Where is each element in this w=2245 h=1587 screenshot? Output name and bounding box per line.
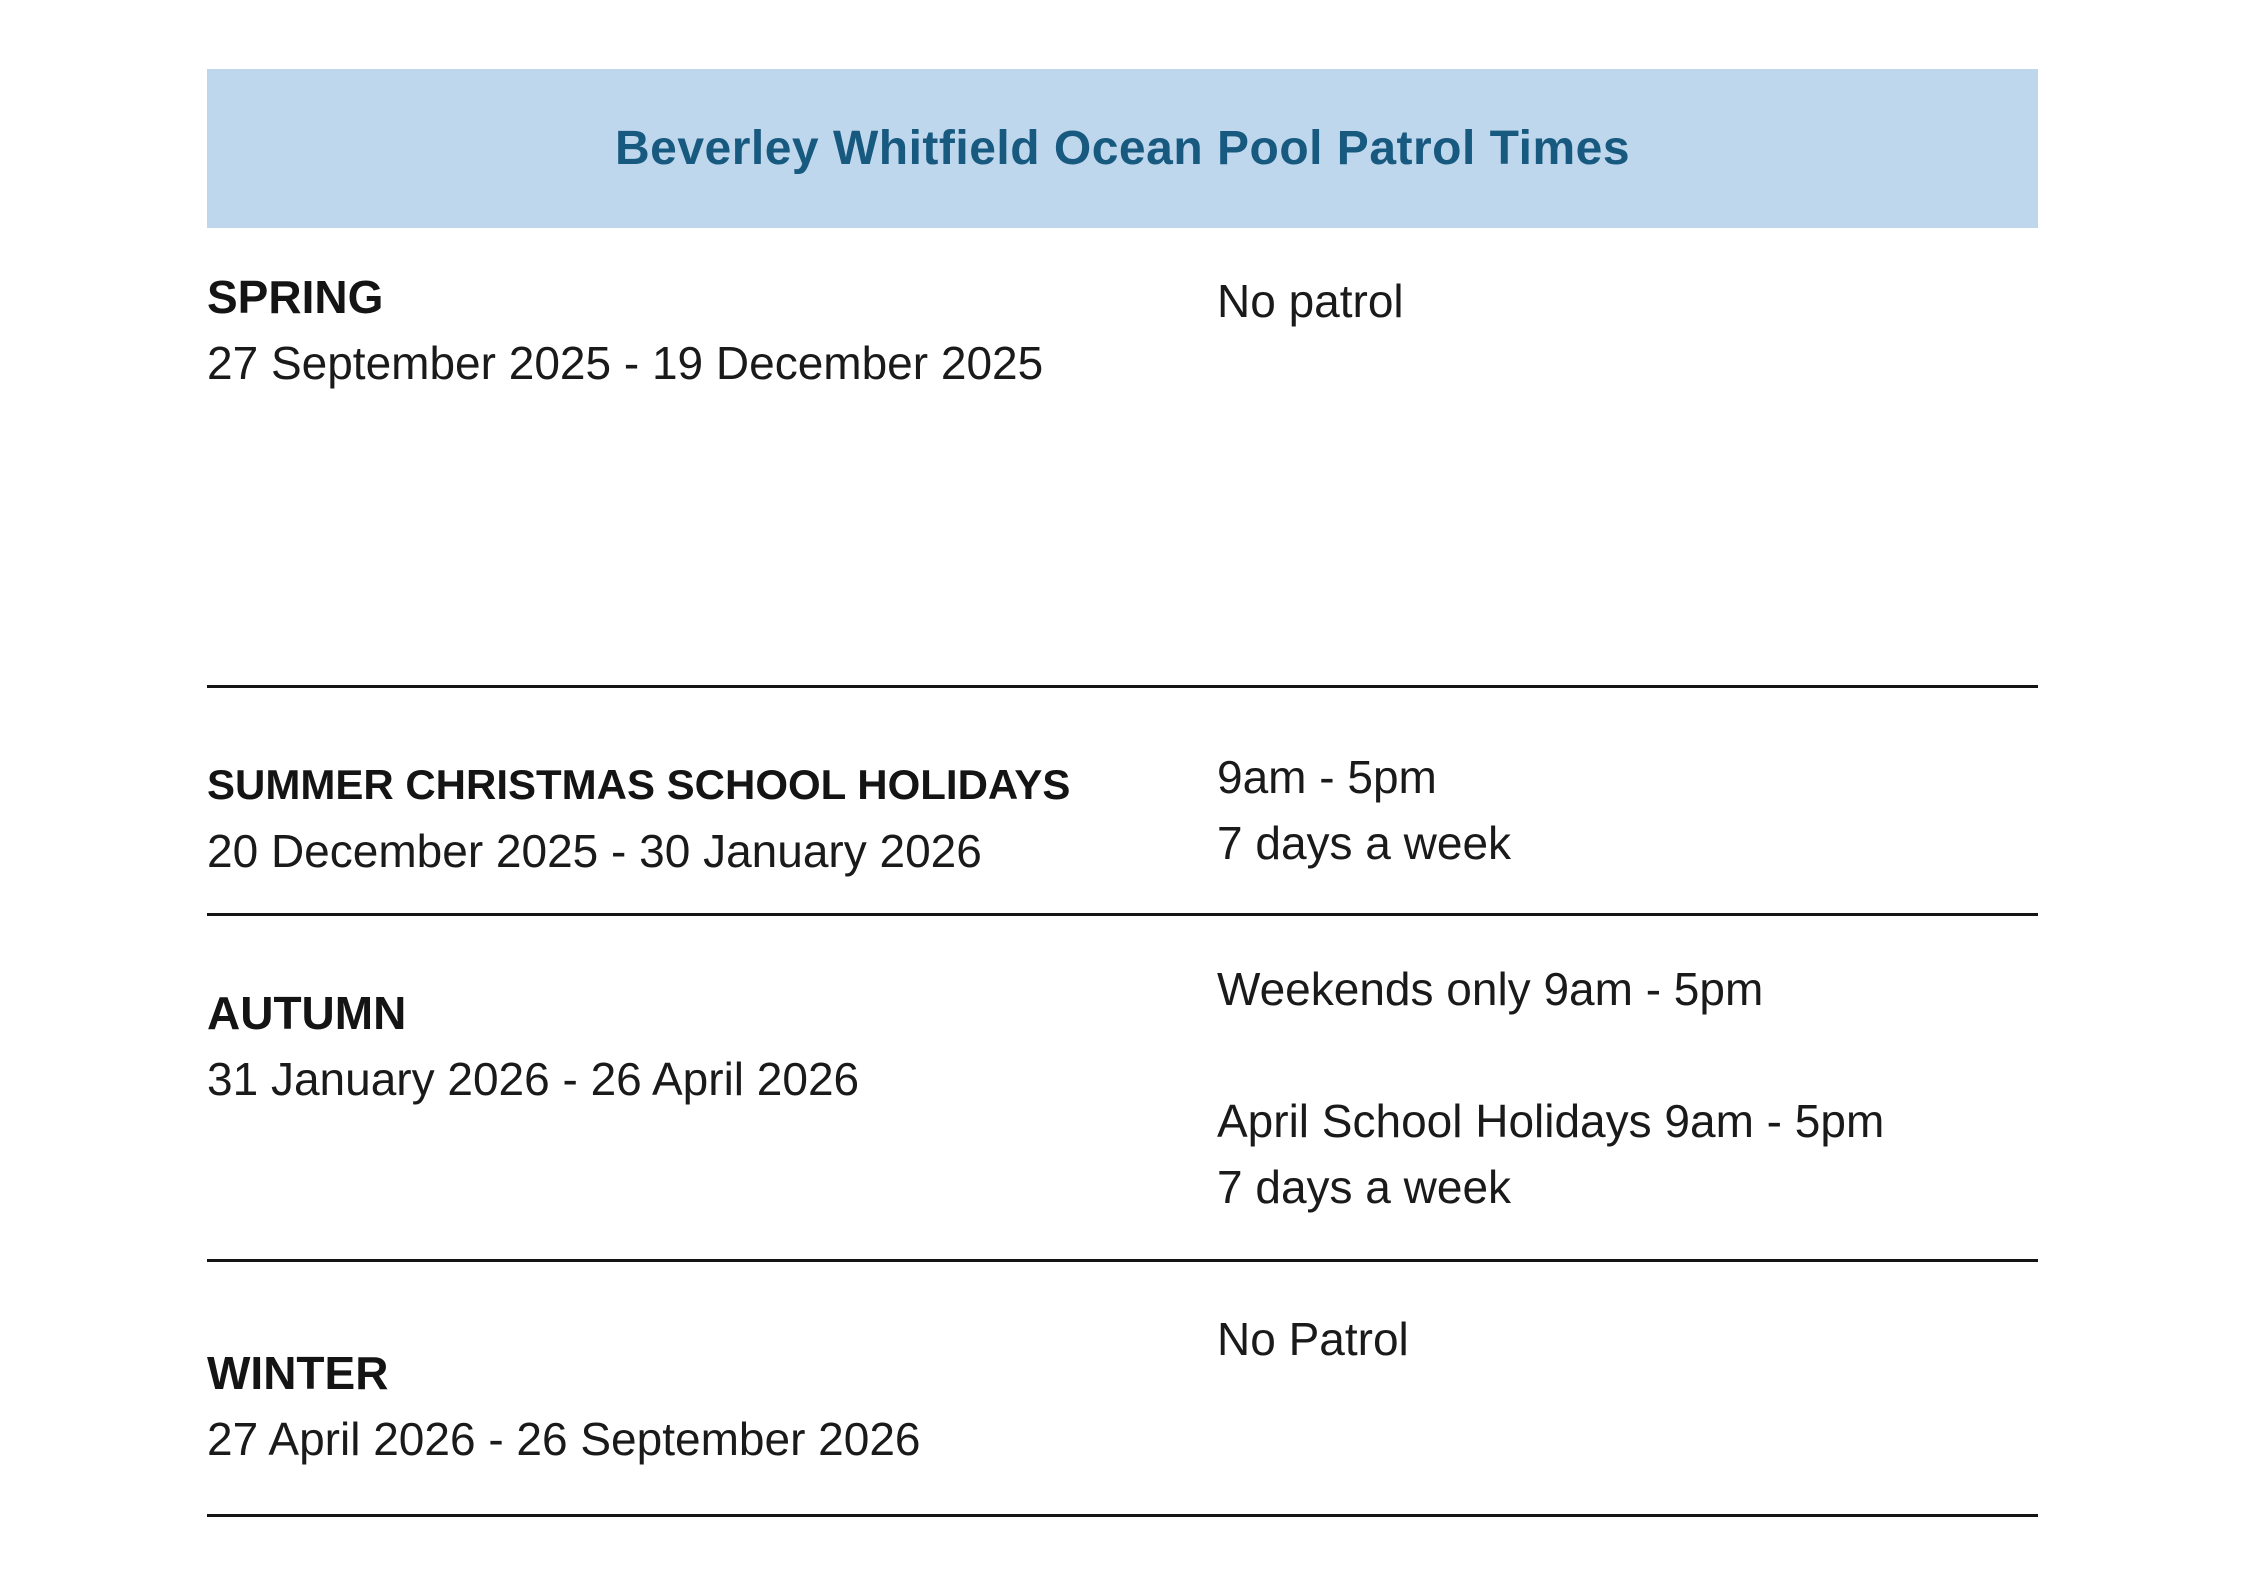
patrol-time-blank-line [1217, 1022, 2038, 1088]
patrol-time-line: 7 days a week [1217, 817, 1512, 869]
patrol-times-cell [1217, 916, 2038, 1259]
header-banner [207, 69, 2038, 228]
table-row-winter [207, 1262, 2038, 1517]
patrol-time-line: No patrol [1217, 275, 1404, 327]
table-row-spring [207, 228, 2038, 688]
patrol-times-document [207, 69, 2038, 1517]
table-row-autumn [207, 916, 2038, 1262]
season-cell [207, 1262, 1217, 1514]
patrol-times-cell [1217, 228, 2038, 685]
season-heading: SUMMER CHRISTMAS SCHOOL HOLIDAYS [207, 761, 1071, 808]
season-heading: AUTUMN [207, 987, 407, 1039]
date-range: 27 September 2025 - 19 December 2025 [207, 337, 1044, 389]
patrol-time-line: Weekends only 9am - 5pm [1217, 963, 1764, 1015]
date-range: 31 January 2026 - 26 April 2026 [207, 1053, 860, 1105]
date-range: 20 December 2025 - 30 January 2026 [207, 825, 982, 877]
patrol-time-line: No Patrol [1217, 1313, 1409, 1365]
patrol-time-line: 7 days a week [1217, 1161, 1512, 1213]
page-title: Beverley Whitfield Ocean Pool Patrol Times [614, 122, 1631, 175]
patrol-time-line: April School Holidays 9am - 5pm [1217, 1095, 1885, 1147]
patrol-times-cell [1217, 688, 2038, 913]
season-heading: WINTER [207, 1347, 389, 1399]
season-cell [207, 688, 1217, 913]
patrol-times-cell [1217, 1262, 2038, 1514]
date-range: 27 April 2026 - 26 September 2026 [207, 1413, 921, 1465]
season-cell [207, 916, 1217, 1259]
table-row-summer [207, 688, 2038, 916]
season-cell [207, 228, 1217, 685]
season-heading: SPRING [207, 271, 384, 323]
patrol-time-line: 9am - 5pm [1217, 751, 1437, 803]
